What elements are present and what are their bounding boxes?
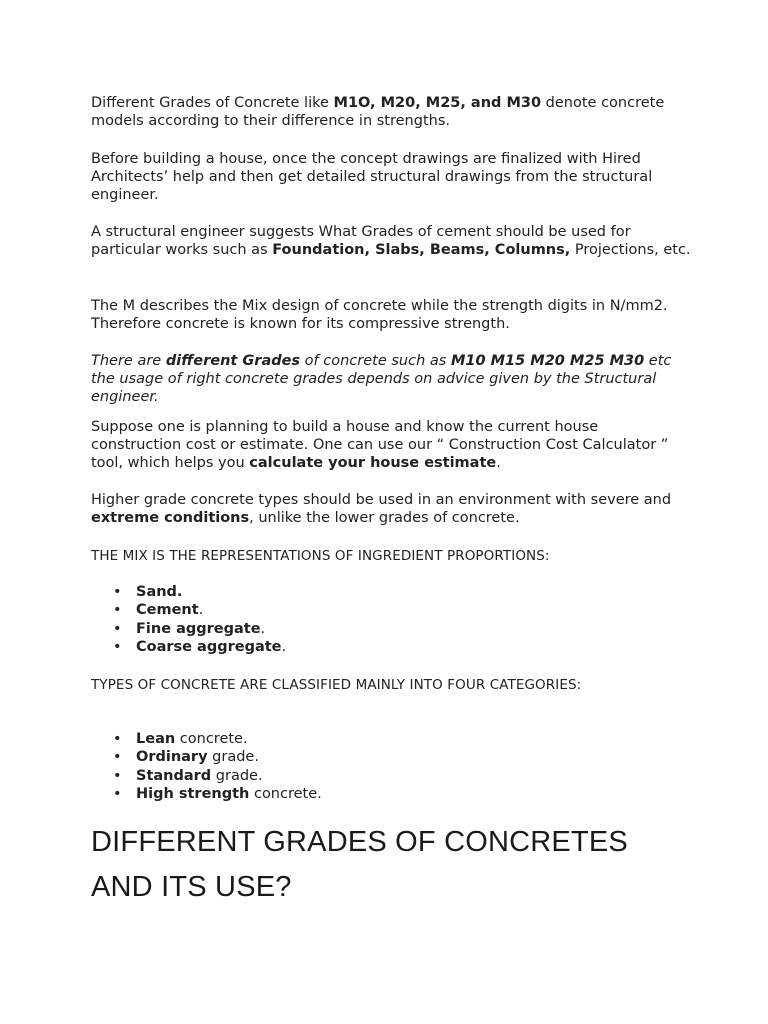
text: denote concrete models according to their difference in strengths. bbox=[91, 95, 665, 129]
list-item bbox=[91, 748, 322, 766]
bold-text: High strength bbox=[136, 785, 250, 802]
bold-text: Coarse aggregate bbox=[136, 638, 282, 655]
text: Suppose one is planning to build a house and know the current house construction cost or estimate. One can use our “ Construction Cost Calculator ” tool, which helps you bbox=[91, 419, 669, 471]
list-item bbox=[91, 583, 286, 601]
bold-text: Sand. bbox=[136, 584, 183, 600]
list-item bbox=[91, 730, 322, 748]
list-item bbox=[91, 767, 322, 785]
list-item bbox=[91, 638, 286, 656]
list-item bbox=[91, 620, 286, 638]
text: of concrete such as bbox=[300, 353, 451, 369]
bold-text: Cement bbox=[136, 602, 199, 619]
bold-text: extreme conditions bbox=[91, 510, 250, 526]
text: . bbox=[496, 455, 501, 471]
text: concrete. bbox=[175, 731, 248, 747]
types-list bbox=[91, 730, 322, 803]
mix-heading: THE MIX IS THE REPRESENTATIONS OF INGREDIENT PROPORTIONS: bbox=[91, 548, 550, 564]
list-item bbox=[91, 785, 322, 803]
text: , unlike the lower grades of concrete. bbox=[249, 510, 520, 526]
text: There are bbox=[91, 353, 166, 369]
paragraph-higher-grade bbox=[91, 491, 691, 527]
text: A structural engineer suggests What Grades of cement should be used for particular works such as bbox=[91, 224, 631, 258]
text: concrete. bbox=[249, 785, 322, 802]
mix-list bbox=[91, 583, 286, 656]
text: Higher grade concrete types should be used in an environment with severe and bbox=[91, 492, 672, 508]
types-heading: TYPES OF CONCRETE ARE CLASSIFIED MAINLY INTO FOUR CATEGORIES: bbox=[91, 677, 582, 693]
text: . bbox=[260, 620, 266, 637]
bold-text: calculate your house estimate bbox=[249, 455, 497, 471]
paragraph-grades-intro bbox=[91, 94, 691, 130]
paragraph-building-house: Before building a house, once the concept drawings are finalized with Hired Architects’ help and then get detailed structural drawings from the structural engineer. bbox=[91, 151, 653, 203]
text: Different Grades of Concrete like bbox=[91, 95, 334, 111]
bold-text: Standard bbox=[136, 767, 212, 784]
list-item bbox=[91, 601, 286, 619]
bold-text: M10 M15 M20 M25 M30 bbox=[450, 353, 645, 369]
text: grade. bbox=[211, 767, 263, 784]
text: Projections, etc. bbox=[570, 242, 691, 258]
paragraph-mix-design: The M describes the Mix design of concrete while the strength digits in N/mm2. Therefore concrete is known for its compressive strength. bbox=[91, 298, 668, 332]
bold-text: Ordinary bbox=[136, 749, 208, 766]
text: etc the usage of right concrete grades depends on advice given by the Structural engineer. bbox=[91, 353, 672, 405]
text: . bbox=[198, 602, 204, 619]
bold-text: Fine aggregate bbox=[136, 620, 261, 637]
bold-text: Lean bbox=[136, 731, 176, 747]
paragraph-structural-engineer bbox=[91, 223, 691, 259]
bold-text: M1O, M20, M25, and M30 bbox=[333, 95, 542, 111]
text: grade. bbox=[207, 749, 259, 766]
bold-text: Foundation, Slabs, Beams, Columns, bbox=[272, 242, 571, 258]
section-title: DIFFERENT GRADES OF CONCRETES AND ITS USE? bbox=[91, 826, 628, 903]
bold-text: different Grades bbox=[165, 353, 301, 369]
text: . bbox=[281, 638, 287, 655]
paragraph-cost-calculator bbox=[91, 418, 691, 472]
paragraph-grades-italic bbox=[91, 352, 691, 406]
